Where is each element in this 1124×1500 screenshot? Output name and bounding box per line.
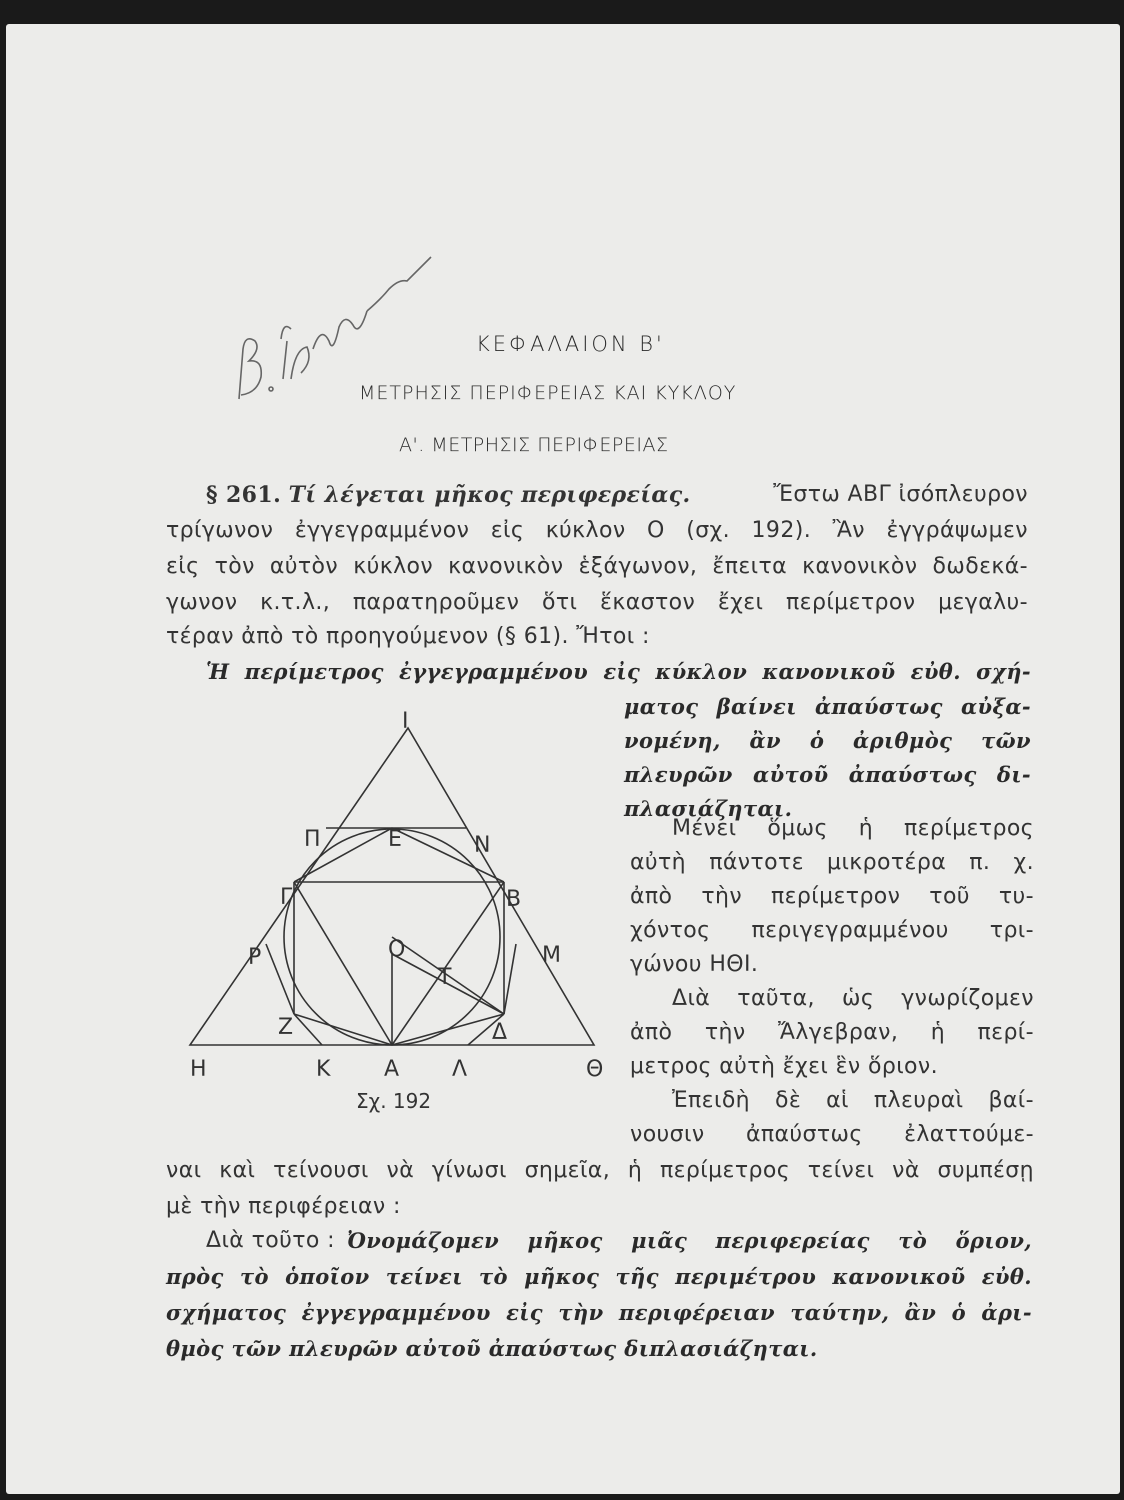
section-number: § 261. xyxy=(206,482,282,508)
definition-line2: πρὸς τὸ ὁποῖον τείνει τὸ μῆκος τῆς περιμέτρου κανονικοῦ εὐθ. xyxy=(166,1264,1032,1289)
label-D: Δ xyxy=(492,1020,508,1045)
line-AG xyxy=(294,882,392,1045)
definition-line1 xyxy=(206,1228,1032,1253)
para1-line5: τέραν ἀπὸ τὸ προηγούμενον (§ 61). Ἤτοι : xyxy=(166,624,650,649)
label-P: Π xyxy=(304,827,321,852)
label-K: Κ xyxy=(316,1057,331,1082)
definition-line3: σχήματος ἐγγεγραμμένου εἰς τὴν περιφέρειαν ταύτην, ἂν ὁ ἀρι- xyxy=(166,1300,1032,1325)
para2-line1: Μένει ὅμως ἡ περίμετρος xyxy=(672,816,1034,841)
figure-caption: Σχ. 192 xyxy=(356,1089,432,1113)
label-T: Τ xyxy=(438,965,452,990)
para2-line2: αὐτὴ πάντοτε μικροτέρα π. χ. xyxy=(630,850,1034,875)
para1-line2: τρίγωνον ἐγγεγραμμένον εἰς κύκλον Ο (σχ. 192). Ἂν ἐγγράψωμεν xyxy=(166,518,1028,543)
label-Z: Ζ xyxy=(278,1015,294,1040)
label-E: Ε xyxy=(388,827,402,852)
label-R: Ρ xyxy=(248,945,262,970)
section-question: Τί λέγεται μῆκος περιφερείας. xyxy=(288,482,691,508)
label-L: Λ xyxy=(452,1057,468,1082)
label-M: Μ xyxy=(542,943,561,968)
para1-line1-text: Ἔστω ΑΒΓ ἰσόπλευρον xyxy=(773,482,1028,507)
label-A: Α xyxy=(384,1057,400,1082)
chapter-subtitle: ΜΕΤΡΗΣΙΣ ΠΕΡΙΦΕΡΕΙΑΣ ΚΑΙ ΚΥΚΛΟΥ xyxy=(359,382,737,404)
section-heading: Α'. ΜΕΤΡΗΣΙΣ ΠΕΡΙΦΕΡΕΙΑΣ xyxy=(399,434,669,456)
para1-line4: γωνον κ.τ.λ., παρατηροῦμεν ὅτι ἕκαστον ἔχει περίμετρον μεγαλυ- xyxy=(166,590,1028,615)
label-O: Ο xyxy=(388,937,406,962)
para3-line3: μετρος αὐτὴ ἔχει ἓν ὅριον. xyxy=(630,1054,938,1079)
chapter-heading: ΚΕΦΑΛΑΙΟΝ Β' xyxy=(476,332,665,356)
para3-line1: Διὰ ταῦτα, ὡς γνωρίζομεν xyxy=(672,986,1034,1011)
para4-line4: μὲ τὴν περιφέρειαν : xyxy=(166,1194,401,1219)
italic-line4: πλευρῶν αὐτοῦ ἀπαύστως δι- xyxy=(624,762,1031,787)
figure-192 xyxy=(176,694,616,1114)
para2-line5: γώνου ΗΘΙ. xyxy=(630,952,759,977)
para4-line3: ναι καὶ τείνουσι νὰ γίνωσι σημεῖα, ἡ περίμετρος τείνει νὰ συμπέσῃ xyxy=(166,1158,1034,1183)
italic-line5: πλασιάζηται. xyxy=(624,796,793,821)
book-page xyxy=(6,24,1120,1494)
para1-line1 xyxy=(206,482,1028,508)
label-H: Η xyxy=(190,1057,207,1082)
para4-line2: νουσιν ἀπαύστως ἐλαττούμε- xyxy=(630,1122,1034,1147)
definition-lead: Διὰ τοῦτο : xyxy=(206,1228,335,1253)
italic-line1: Ἡ περίμετρος ἐγγεγραμμένου εἰς κύκλον κανονικοῦ εὐθ. σχή- xyxy=(206,659,1031,684)
label-G: Γ xyxy=(280,885,293,910)
line-RZ xyxy=(266,944,294,1014)
label-I: Ι xyxy=(402,709,409,734)
italic-line2: ματος βαίνει ἀπαύστως αὐξα- xyxy=(624,694,1031,719)
definition-text1: Ὀνομάζομεν μῆκος μιᾶς περιφερείας τὸ ὅριον, xyxy=(346,1228,1032,1253)
para4-line1: Ἐπειδὴ δὲ αἱ πλευραὶ βαί- xyxy=(672,1088,1034,1113)
para2-line3: ἀπὸ τὴν περίμετρον τοῦ τυ- xyxy=(630,884,1034,909)
italic-line3: νομένη, ἂν ὁ ἀριθμὸς τῶν xyxy=(624,728,1031,753)
label-B: Β xyxy=(506,887,522,912)
para1-line3: εἰς τὸν αὐτὸν κύκλον κανονικὸν ἑξάγωνον, ἔπειτα κανονικὸν δωδεκά- xyxy=(166,554,1028,579)
para3-line2: ἀπὸ τὴν Ἄλγεβραν, ἡ περί- xyxy=(630,1020,1034,1045)
line-MD xyxy=(504,944,516,1014)
label-Th: Θ xyxy=(586,1057,604,1082)
definition-line4: θμὸς τῶν πλευρῶν αὐτοῦ ἀπαύστως διπλασιάζηται. xyxy=(166,1336,818,1361)
para2-line4: χόντος περιγεγραμμένου τρι- xyxy=(630,918,1034,943)
label-N: Ν xyxy=(474,833,491,858)
